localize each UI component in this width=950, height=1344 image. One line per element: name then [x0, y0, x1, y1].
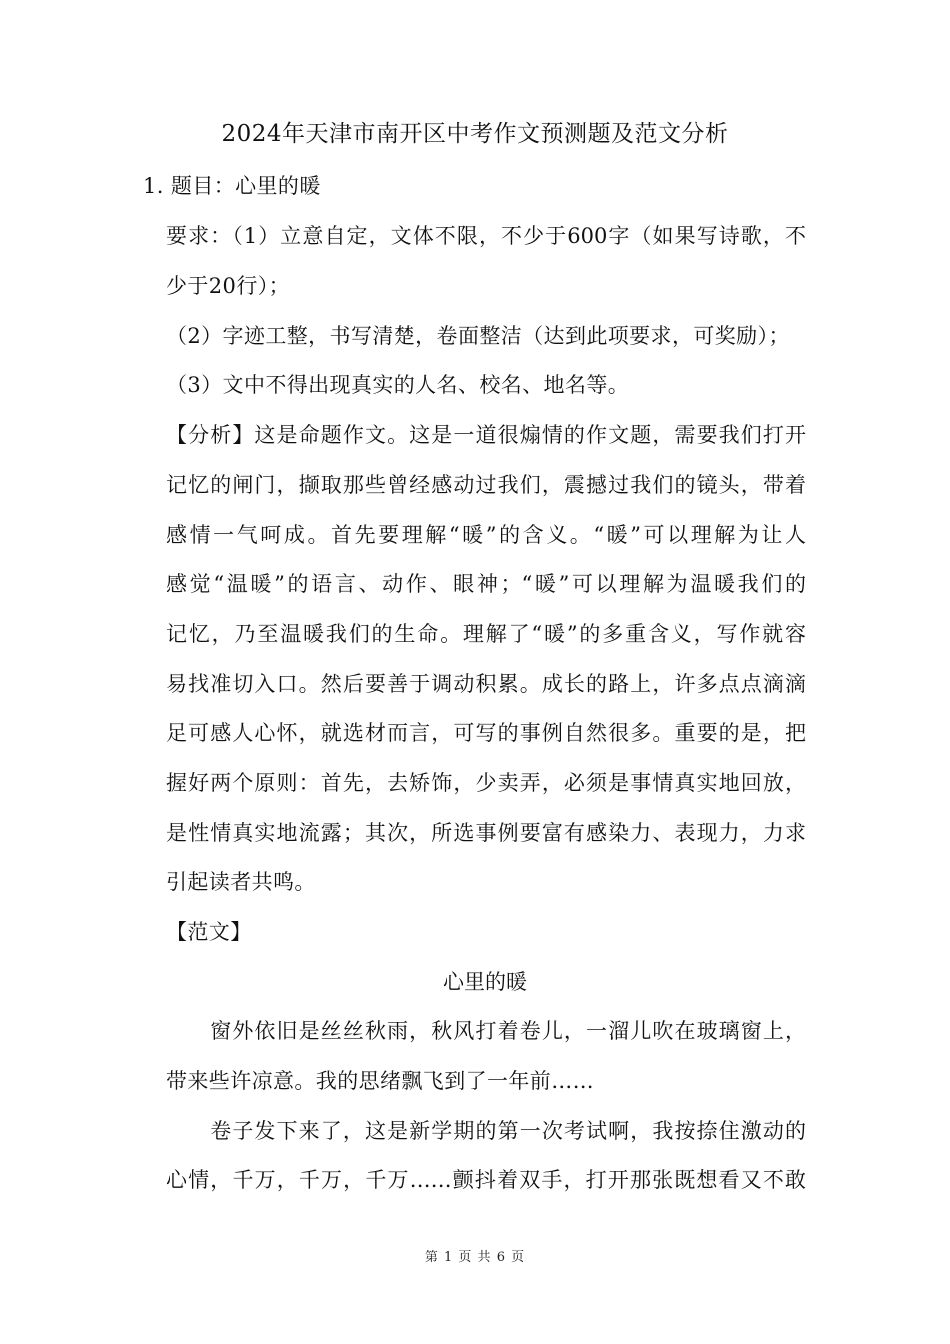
- analysis-line-9: 是性情真实地流露；其次，所选事例要富有感染力、表现力，力求: [166, 821, 806, 845]
- analysis-line-7: 足可感人心怀，就选材而言，可写的事例自然很多。重要的是，把: [166, 721, 806, 745]
- requirement-line-4: （3）文中不得出现真实的人名、校名、地名等。: [166, 373, 630, 397]
- analysis-line-5: 记忆，乃至温暖我们的生命。理解了“暖”的多重含义，写作就容: [166, 622, 806, 646]
- essay-title: 心里的暖: [443, 970, 527, 994]
- question-number: 1.: [143, 174, 164, 198]
- essay-p1-line-2: 带来些许凉意。我的思绪飘飞到了一年前……: [166, 1069, 594, 1093]
- model-essay-label: 【范文】: [166, 920, 252, 944]
- question-label: 题目：心里的暖: [170, 174, 321, 198]
- analysis-last-line: 引起读者共鸣。: [166, 870, 316, 894]
- essay-p2-line-1: 卷子发下来了，这是新学期的第一次考试啊，我按捺住激动的: [166, 1119, 806, 1143]
- essay-p1-line-1: 窗外依旧是丝丝秋雨，秋风打着卷儿，一溜儿吹在玻璃窗上，: [166, 1019, 806, 1043]
- analysis-line-1: 【分析】这是命题作文。这是一道很煽情的作文题，需要我们打开: [166, 423, 806, 447]
- question-line: [143, 171, 321, 201]
- analysis-line-4: 感觉“温暖”的语言、动作、眼神；“暖”可以理解为温暖我们的: [166, 572, 806, 596]
- document-title: 2024年天津市南开区中考作文预测题及范文分析: [221, 121, 729, 147]
- page-footer: 第 1 页 共 6 页: [424, 1250, 526, 1265]
- analysis-line-6: 易找准切入口。然后要善于调动积累。成长的路上，许多点点滴滴: [166, 672, 806, 696]
- requirement-line-2: 少于20行）；: [166, 274, 291, 298]
- analysis-line-3: 感情一气呵成。首先要理解“暖”的含义。“暖”可以理解为让人: [166, 523, 806, 547]
- requirement-line-3: （2）字迹工整，书写清楚，卷面整洁（达到此项要求，可奖励）；: [166, 324, 790, 348]
- essay-p2-line-2: 心情，千万，千万，千万……颤抖着双手，打开那张既想看又不敢: [166, 1168, 806, 1192]
- requirement-line-1: 要求：（1）立意自定，文体不限，不少于600字（如果写诗歌，不: [166, 224, 806, 248]
- analysis-line-8: 握好两个原则：首先，去矫饰，少卖弄，必须是事情真实地回放，: [166, 771, 806, 795]
- analysis-line-2: 记忆的闸门，撷取那些曾经感动过我们，震撼过我们的镜头，带着: [166, 473, 806, 497]
